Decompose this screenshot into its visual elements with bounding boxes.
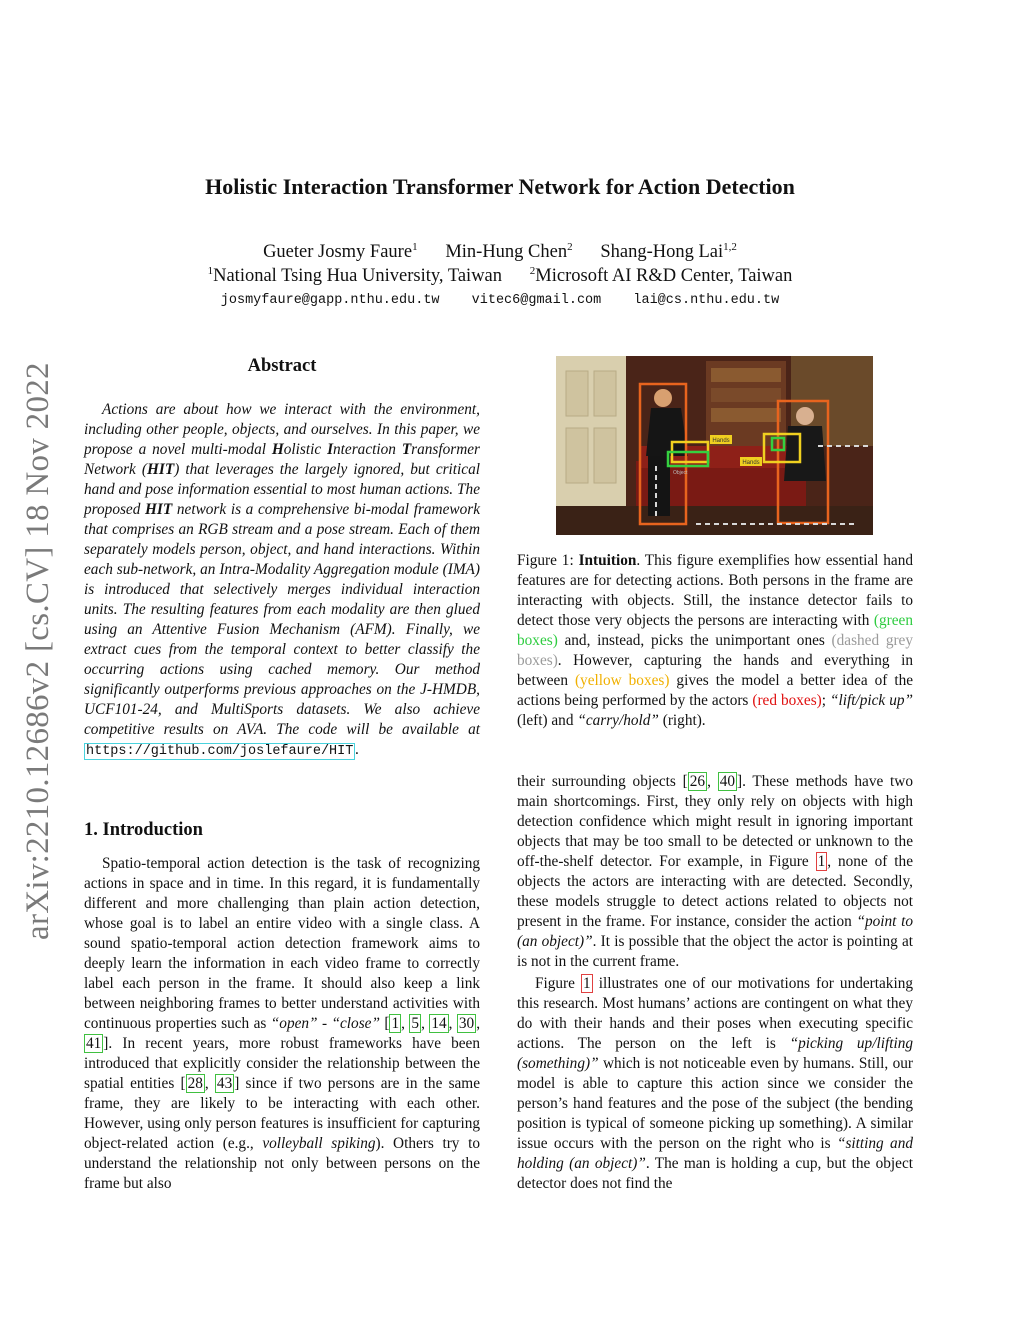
figure-ref-1[interactable]: 1 (817, 853, 826, 870)
email-3[interactable]: lai@cs.nthu.edu.tw (633, 293, 780, 308)
figure-ref-1b[interactable]: 1 (583, 975, 591, 992)
author-1: Gueter Josmy Faure$^1$ (263, 241, 418, 263)
door-panel (566, 428, 588, 483)
affiliation-list (0, 265, 1000, 287)
email-2[interactable]: vitec6@gmail.com (471, 293, 602, 308)
right-column-paragraph-2: Figure 1 illustrates one of our motivations for undertaking this research. Most humans’ actions are contingent on what they do with their hands and their poses when executing specific actions. The person on the left is “picking up/lifting (something)” which is not noticeable even by humans. Still, our model is able to capture this action since we consider the person’s hand features and the pose of the subject (the bending position is typical of someone picking up something). A similar issue occurs with the person on the right who is “sitting and holding (an object)”. The man is holding a cup, but the object detector does not find the (517, 975, 914, 1192)
author-list (0, 241, 1000, 263)
citation-30[interactable]: 30 (458, 1015, 475, 1032)
email-1[interactable]: josmyfaure@gapp.nthu.edu.tw (220, 293, 440, 308)
figure-1-scene (556, 356, 873, 535)
door-panel (594, 371, 616, 416)
arxiv-identifier: arXiv:2210.12686v2 [cs.CV] 18 Nov 2022 (20, 362, 56, 940)
door-panel (566, 371, 588, 416)
abstract-heading: Abstract (247, 356, 317, 376)
citation-1[interactable]: 1 (391, 1015, 400, 1032)
affiliation-2: $^2$Microsoft AI R&D Center, Taiwan (529, 265, 793, 287)
citation-26[interactable]: 26 (689, 773, 706, 790)
citation-43[interactable]: 43 (216, 1075, 233, 1092)
door-panel (594, 428, 616, 483)
citation-28[interactable]: 28 (187, 1075, 203, 1092)
author-2: Min-Hung Chen$^2$ (445, 241, 573, 263)
shelf-books (711, 388, 781, 402)
paper-title: Holistic Interaction Transformer Network for Action Detection (205, 174, 795, 199)
figure-1-image (556, 356, 873, 535)
citation-41[interactable]: 41 (86, 1035, 102, 1052)
author-3: Shang-Hong Lai$^{1,2}$ (600, 241, 737, 263)
affiliation-1: $^1$National Tsing Hua University, Taiwan (207, 265, 503, 287)
shelf-books (711, 408, 781, 422)
shelf-books (711, 368, 781, 382)
figure-1-caption: Figure 1: Intuition. This figure exemplifies how essential hand features are for detecting actions. Both persons in the frame are interacting with objects. Still, the instance detector fails to detect those very objects the persons are interacting with (green boxes) and, instead, picks the unimportant ones (dashed grey boxes). However, capturing the hands and everything in between (yellow boxes) gives the model a better idea of the actions being performed by the actors (red boxes); “lift/pick up” (left) and “carry/hold” (right). (517, 552, 914, 729)
introduction-heading: 1. Introduction (84, 820, 203, 840)
citation-5[interactable]: 5 (411, 1015, 420, 1032)
citation-40[interactable]: 40 (719, 773, 735, 790)
introduction-paragraph: Spatio-temporal action detection is the task of recognizing actions in space and in time. In this regard, it is fundamentally different and more challenging than plain action detection, whose goal is to label an entire video with a single class. A sound spatio-temporal action detection framework aims to deeply learn the information in each video frame to correctly label each person in the frame. It should also keep a link between neighboring frames to better understand activities with continuous properties such as “open” - “close” [ 1 , 5 , 14 , 30 , 41 ]. In recent years, more robust frameworks have been introduced that explicitly consider the relationship between the spatial entities [ 28 , 43 ] since if two persons are in the same frame, they are likely to be interacting with each other. However, using only person features is insufficient for capturing object-related action (e.g., volleyball spiking). Others try to understand the relationship not only between persons on the frame but also (84, 855, 481, 1192)
email-list (0, 293, 1000, 308)
code-link[interactable]: https://github.com/joslefaure/HIT (86, 744, 354, 759)
scene-floor (556, 506, 873, 535)
hands-label-left: Hands (712, 438, 730, 444)
person-left-legs (648, 456, 670, 516)
person-left-head (654, 389, 672, 407)
citation-14[interactable]: 14 (431, 1015, 447, 1032)
object-label: Object (673, 470, 688, 476)
abstract-body: Actions are about how we interact with the environment, including other people, objects, and ourselves. In this paper, we propose a novel multi-modal Holistic Interaction Transformer Network (HIT) that leverages the largely ignored, but critical hand and pose information essential to most human actions. The proposed HIT network is a comprehensive bi-modal framework that comprises an RGB stream and a pose stream. Each of them separately models person, object, and hand interactions. Within each sub-network, an Intra-Modality Aggregation module (IMA) is introduced that selectively merges individual interaction units. The resulting features from each modality are then glued using an Attentive Fusion Mechanism (AFM). Finally, we extract cues from the temporal context to better classify the occurring actions using cached memory. Our method significantly outperforms previous approaches on the J-HMDB, UCF101-24, and MultiSports datasets. We also achieve competitive results on AVA. The code will be available at https://github.com/joslefaure/HIT . (84, 401, 481, 759)
right-column-paragraph-1: their surrounding objects [ 26 , 40 ]. These methods have two main shortcomings. First, they only rely on objects with high detection confidence which might result in ignoring important objects that may be too small to be detected or unknown to the off-the-shelf detector. For example, in Figure 1 , none of the objects the actors are interacting with are detected. Secondly, these models struggle to detect actions related to objects not present in the frame. For instance, consider the action “point to (an object)”. It is possible that the object the actor is pointing at is not in the current frame. (517, 773, 914, 970)
hands-label-right: Hands (742, 460, 760, 466)
person-left-body (646, 408, 688, 456)
person-right-head (796, 407, 814, 425)
